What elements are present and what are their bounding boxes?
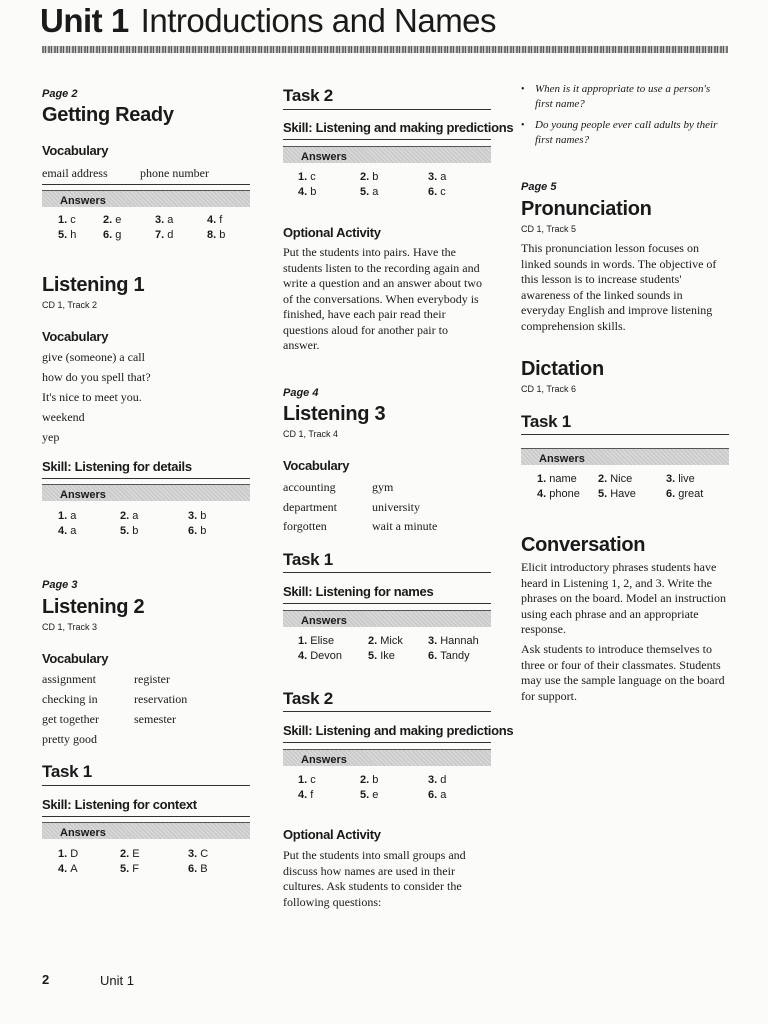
answer-item: 5. Have [598, 488, 636, 500]
answer-item: 2. a [120, 510, 139, 522]
divider [283, 139, 491, 140]
vocab-word: assignment [42, 672, 96, 686]
vocab-word: reservation [134, 692, 188, 706]
skill-heading: Skill: Listening for names [283, 584, 434, 599]
answer-item: 2. e [103, 214, 122, 226]
answers-bar [42, 190, 250, 207]
answer-item: 6. g [103, 229, 122, 241]
task-1-heading: Task 1 [521, 412, 571, 431]
answers-bar [42, 484, 250, 501]
answer-item: 4. f [298, 789, 314, 801]
vocab-word: gym [372, 480, 394, 494]
divider [42, 816, 250, 817]
task-2-heading: Task 2 [283, 689, 333, 708]
answer-item: 1. name [537, 473, 577, 485]
page-label-4: Page 4 [283, 387, 319, 399]
task-1-heading: Task 1 [42, 762, 92, 781]
answer-item: 8. b [207, 229, 226, 241]
answer-item: 5. h [58, 229, 77, 241]
optional-activity-text: Put the students into pairs. Have the students listen to the recording again and write a question and an answer about two of the conversations. When everybody is finished, have each pair read their questions aloud for another pair to answer. [283, 245, 482, 352]
answer-item: 1. D [58, 848, 79, 860]
skill-heading: Skill: Listening and making predictions [283, 723, 514, 738]
answer-item: 2. Nice [598, 473, 633, 485]
answer-item: 1. c [298, 774, 316, 786]
answer-item: 5. Ike [368, 650, 395, 662]
vocabulary-heading: Vocabulary [42, 329, 109, 344]
answer-item: 5. b [120, 525, 139, 537]
answer-item: 4. f [207, 214, 223, 226]
answer-item: 2. Mick [368, 635, 403, 647]
optional-activity-heading: Optional Activity [283, 225, 381, 240]
answers-label: Answers [60, 489, 106, 501]
vocab-word: semester [134, 712, 176, 726]
getting-ready-heading: Getting Ready [42, 104, 174, 126]
page-label-5: Page 5 [521, 181, 557, 193]
question-item: Do young people ever call adults by their first names? [535, 119, 718, 146]
skill-heading: Skill: Listening for details [42, 459, 192, 474]
answers-label: Answers [301, 615, 347, 627]
answer-item: 4. A [58, 863, 78, 875]
vocab-word: how do you spell that? [42, 370, 151, 384]
answer-item: 2. b [360, 171, 379, 183]
answers-label: Answers [60, 195, 106, 207]
vocab-word: phone number [140, 166, 209, 180]
answers-bar [42, 822, 250, 839]
vocabulary-heading: Vocabulary [283, 458, 350, 473]
answer-item: 3. a [428, 171, 447, 183]
answer-item: 5. a [360, 186, 379, 198]
page-title [40, 2, 496, 40]
answer-item: 6. b [188, 525, 207, 537]
bullet-icon: • [521, 84, 525, 95]
answers-bar [283, 749, 491, 766]
listening-1-heading: Listening 1 [42, 274, 145, 296]
vocab-word: register [134, 672, 170, 686]
answers-bar [283, 610, 491, 627]
answer-item: 7. d [155, 229, 174, 241]
answer-item: 6. Tandy [428, 650, 470, 662]
page-label-2: Page 2 [42, 88, 78, 100]
question-item: When is it appropriate to use a person's first name? [535, 83, 711, 110]
answers-label: Answers [301, 754, 347, 766]
unit-number: Unit 1 [40, 2, 129, 39]
answer-item: 3. a [155, 214, 174, 226]
answer-item: 1. c [58, 214, 76, 226]
conversation-text: Elicit introductory phrases students have heard in Listening 1, 2, and 3. Write the phrases on the board. Model an instruction using each phrase and an appropriate response. [521, 560, 726, 636]
vocabulary-heading: Vocabulary [42, 143, 109, 158]
divider [42, 478, 250, 479]
optional-activity-heading: Optional Activity [283, 827, 381, 842]
answer-item: 6. c [428, 186, 446, 198]
answer-item: 6. great [666, 488, 704, 500]
vocab-word: yep [42, 430, 60, 444]
divider [42, 785, 250, 786]
page-number: 2 [42, 972, 50, 987]
track-label: CD 1, Track 4 [283, 429, 339, 439]
answer-item: 1. a [58, 510, 77, 522]
divider [521, 434, 729, 435]
vocabulary-heading: Vocabulary [42, 651, 109, 666]
answer-item: 5. e [360, 789, 379, 801]
answer-item: 3. b [188, 510, 207, 522]
divider [283, 109, 491, 110]
page-label-3: Page 3 [42, 579, 78, 591]
skill-heading: Skill: Listening for context [42, 797, 197, 812]
answer-item: 1. c [298, 171, 316, 183]
pronunciation-heading: Pronunciation [521, 198, 652, 220]
listening-3-heading: Listening 3 [283, 403, 386, 425]
conversation-heading: Conversation [521, 534, 646, 556]
answer-item: 4. a [58, 525, 77, 537]
answer-item: 4. phone [537, 488, 580, 500]
answer-item: 3. live [666, 473, 695, 485]
answer-item: 4. b [298, 186, 317, 198]
dictation-heading: Dictation [521, 358, 604, 380]
title-rule [42, 46, 728, 53]
track-label: CD 1, Track 3 [42, 622, 98, 632]
answer-item: 2. E [120, 848, 140, 860]
vocab-word: department [283, 500, 337, 514]
answer-item: 3. C [188, 848, 209, 860]
answer-item: 1. Elise [298, 635, 335, 647]
answers-bar [283, 146, 491, 163]
answer-item: 6. B [188, 863, 208, 875]
answers-label: Answers [60, 827, 106, 839]
vocab-word: It's nice to meet you. [42, 390, 142, 404]
optional-activity-text: Put the students into small groups and discuss how names are used in their cultures. Ask students to consider the following questions: [283, 848, 466, 909]
vocab-word: forgotten [283, 519, 327, 533]
pronunciation-text: This pronunciation lesson focuses on linked sounds in words. The objective of this lesson is to increase students' awareness of the linked sounds in everyday English and improve listening comprehension skills. [521, 241, 717, 333]
divider [283, 603, 491, 604]
divider [283, 711, 491, 712]
skill-heading: Skill: Listening and making predictions [283, 120, 514, 135]
vocab-word: email address [42, 166, 108, 180]
track-label: CD 1, Track 2 [42, 300, 98, 310]
answer-item: 5. F [120, 863, 139, 875]
vocab-word: give (someone) a call [42, 350, 145, 364]
answer-item: 6. a [428, 789, 447, 801]
bullet-icon: • [521, 120, 525, 131]
footer-unit-label: Unit 1 [100, 973, 134, 988]
conversation-text: Ask students to introduce themselves to three or four of their classmates. Students may use the sample language on the board for support. [521, 642, 725, 703]
answers-label: Answers [301, 151, 347, 163]
track-label: CD 1, Track 5 [521, 224, 577, 234]
vocab-word: wait a minute [372, 519, 438, 533]
task-1-heading: Task 1 [283, 550, 333, 569]
answers-bar [521, 448, 729, 465]
vocab-word: checking in [42, 692, 98, 706]
vocab-word: weekend [42, 410, 85, 424]
unit-title: Introductions and Names [140, 2, 497, 39]
answer-item: 3. Hannah [428, 635, 479, 647]
vocab-word: get together [42, 712, 99, 726]
vocab-word: accounting [283, 480, 336, 494]
answer-item: 3. d [428, 774, 447, 786]
task-2-heading: Task 2 [283, 86, 333, 105]
answer-item: 2. b [360, 774, 379, 786]
divider [283, 572, 491, 573]
divider [283, 742, 491, 743]
answers-label: Answers [539, 453, 585, 465]
vocab-word: pretty good [42, 732, 97, 746]
track-label: CD 1, Track 6 [521, 384, 577, 394]
listening-2-heading: Listening 2 [42, 596, 145, 618]
answer-item: 4. Devon [298, 650, 343, 662]
divider [42, 184, 250, 185]
vocab-word: university [372, 500, 420, 514]
